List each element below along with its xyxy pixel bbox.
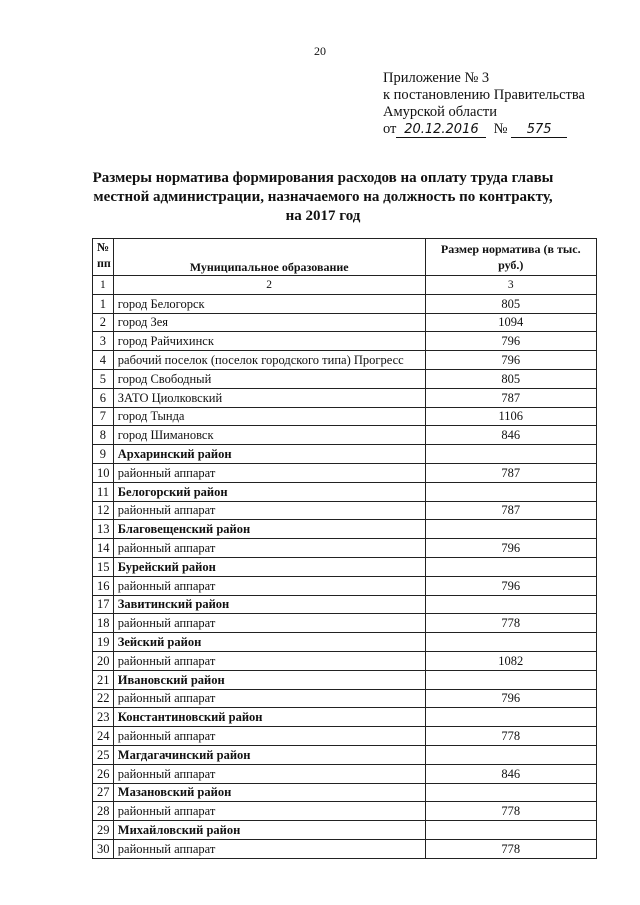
table-row <box>93 576 597 595</box>
row-number: 9 <box>93 445 114 464</box>
row-municipality: Михайловский район <box>113 821 425 840</box>
row-municipality: Благовещенский район <box>113 520 425 539</box>
table-row <box>93 426 597 445</box>
header-municipality: Муниципальное образование <box>113 239 425 276</box>
row-norm-value <box>425 670 596 689</box>
header-norm-size: Размер норматива (в тыс. руб.) <box>425 239 596 276</box>
row-norm-value <box>425 783 596 802</box>
number-label: № <box>493 121 508 137</box>
row-municipality: районный аппарат <box>113 839 425 858</box>
row-municipality: районный аппарат <box>113 727 425 746</box>
table-row <box>93 369 597 388</box>
table-row <box>93 313 597 332</box>
row-norm-value <box>425 595 596 614</box>
row-municipality: Константиновский район <box>113 708 425 727</box>
row-number: 28 <box>93 802 114 821</box>
row-number: 22 <box>93 689 114 708</box>
table-row <box>93 557 597 576</box>
table-row <box>93 539 597 558</box>
row-municipality: Завитинский район <box>113 595 425 614</box>
row-number: 3 <box>93 332 114 351</box>
appendix-block <box>383 70 623 138</box>
table-row <box>93 388 597 407</box>
row-number: 26 <box>93 764 114 783</box>
row-number: 18 <box>93 614 114 633</box>
row-municipality: город Райчихинск <box>113 332 425 351</box>
row-municipality: районный аппарат <box>113 651 425 670</box>
row-municipality: районный аппарат <box>113 614 425 633</box>
row-norm-value: 787 <box>425 463 596 482</box>
row-norm-value: 778 <box>425 839 596 858</box>
appendix-title: Приложение № 3 <box>383 70 490 86</box>
table-row <box>93 482 597 501</box>
row-number: 4 <box>93 351 114 370</box>
row-municipality: ЗАТО Циолковский <box>113 388 425 407</box>
date-prefix: от <box>383 121 397 137</box>
table-row <box>93 651 597 670</box>
row-number: 30 <box>93 839 114 858</box>
row-norm-value: 796 <box>425 689 596 708</box>
row-norm-value: 796 <box>425 576 596 595</box>
row-number: 10 <box>93 463 114 482</box>
row-number: 24 <box>93 727 114 746</box>
table-row <box>93 520 597 539</box>
row-number: 2 <box>93 313 114 332</box>
row-municipality: Бурейский район <box>113 557 425 576</box>
document-title: Размеры норматива формирования расходов на оплату труда главы местной администрации, назначаемого на должность по контракту, на 2017 год <box>92 170 554 224</box>
row-municipality: районный аппарат <box>113 576 425 595</box>
table-row <box>93 821 597 840</box>
row-norm-value: 787 <box>425 388 596 407</box>
table-row <box>93 445 597 464</box>
table-row <box>93 463 597 482</box>
table-row <box>93 595 597 614</box>
row-norm-value: 778 <box>425 802 596 821</box>
appendix-resolution: к постановлению Правительства <box>383 87 585 103</box>
table-row <box>93 332 597 351</box>
row-norm-value: 778 <box>425 614 596 633</box>
table-row <box>93 633 597 652</box>
row-norm-value <box>425 821 596 840</box>
row-number: 14 <box>93 539 114 558</box>
table-row <box>93 670 597 689</box>
row-norm-value: 796 <box>425 351 596 370</box>
row-municipality: районный аппарат <box>113 802 425 821</box>
row-municipality: Белогорский район <box>113 482 425 501</box>
row-norm-value: 846 <box>425 426 596 445</box>
row-norm-value: 1106 <box>425 407 596 426</box>
handwritten-number: 575 <box>511 123 567 138</box>
row-municipality: районный аппарат <box>113 463 425 482</box>
row-number: 27 <box>93 783 114 802</box>
table-row <box>93 783 597 802</box>
row-norm-value <box>425 633 596 652</box>
page-number: 20 <box>314 44 326 58</box>
row-norm-value: 796 <box>425 332 596 351</box>
column-number: 1 <box>93 276 114 295</box>
row-number: 19 <box>93 633 114 652</box>
row-municipality: рабочий поселок (поселок городского типа) Прогресс <box>113 351 425 370</box>
table-row <box>93 764 597 783</box>
table-row <box>93 839 597 858</box>
row-number: 23 <box>93 708 114 727</box>
row-number: 29 <box>93 821 114 840</box>
row-municipality: Архаринский район <box>113 445 425 464</box>
table-row <box>93 407 597 426</box>
row-number: 21 <box>93 670 114 689</box>
row-number: 6 <box>93 388 114 407</box>
row-municipality: районный аппарат <box>113 764 425 783</box>
handwritten-date: 20.12.2016 <box>396 123 486 138</box>
row-number: 13 <box>93 520 114 539</box>
row-municipality: районный аппарат <box>113 539 425 558</box>
column-numbers-row <box>93 276 597 295</box>
row-norm-value <box>425 445 596 464</box>
column-number: 3 <box>425 276 596 295</box>
table-row <box>93 501 597 520</box>
row-number: 12 <box>93 501 114 520</box>
table-row <box>93 689 597 708</box>
row-municipality: город Свободный <box>113 369 425 388</box>
row-norm-value <box>425 708 596 727</box>
table-row <box>93 294 597 313</box>
row-norm-value: 1094 <box>425 313 596 332</box>
row-municipality: город Белогорск <box>113 294 425 313</box>
row-number: 20 <box>93 651 114 670</box>
row-number: 8 <box>93 426 114 445</box>
row-number: 11 <box>93 482 114 501</box>
table-row <box>93 351 597 370</box>
row-norm-value: 805 <box>425 369 596 388</box>
appendix-date-line <box>383 121 567 137</box>
row-norm-value: 1082 <box>425 651 596 670</box>
row-municipality: районный аппарат <box>113 689 425 708</box>
row-norm-value: 805 <box>425 294 596 313</box>
column-number: 2 <box>113 276 425 295</box>
appendix-region: Амурской области <box>383 104 497 120</box>
row-municipality: Магдагачинский район <box>113 745 425 764</box>
row-number: 1 <box>93 294 114 313</box>
table-row <box>93 708 597 727</box>
row-number: 5 <box>93 369 114 388</box>
table-header-row <box>93 239 597 276</box>
row-number: 17 <box>93 595 114 614</box>
table-row <box>93 614 597 633</box>
row-municipality: Зейский район <box>113 633 425 652</box>
norms-table <box>92 238 597 859</box>
row-norm-value: 778 <box>425 727 596 746</box>
row-norm-value: 787 <box>425 501 596 520</box>
row-municipality: город Зея <box>113 313 425 332</box>
row-number: 15 <box>93 557 114 576</box>
row-municipality: Ивановский район <box>113 670 425 689</box>
row-municipality: районный аппарат <box>113 501 425 520</box>
header-number: № пп <box>93 239 114 276</box>
row-municipality: город Шимановск <box>113 426 425 445</box>
row-norm-value <box>425 520 596 539</box>
row-norm-value <box>425 745 596 764</box>
row-norm-value <box>425 482 596 501</box>
row-municipality: город Тында <box>113 407 425 426</box>
row-number: 25 <box>93 745 114 764</box>
row-norm-value: 796 <box>425 539 596 558</box>
row-norm-value <box>425 557 596 576</box>
row-municipality: Мазановский район <box>113 783 425 802</box>
row-number: 7 <box>93 407 114 426</box>
table-row <box>93 745 597 764</box>
table-row <box>93 802 597 821</box>
table-row <box>93 727 597 746</box>
row-norm-value: 846 <box>425 764 596 783</box>
row-number: 16 <box>93 576 114 595</box>
